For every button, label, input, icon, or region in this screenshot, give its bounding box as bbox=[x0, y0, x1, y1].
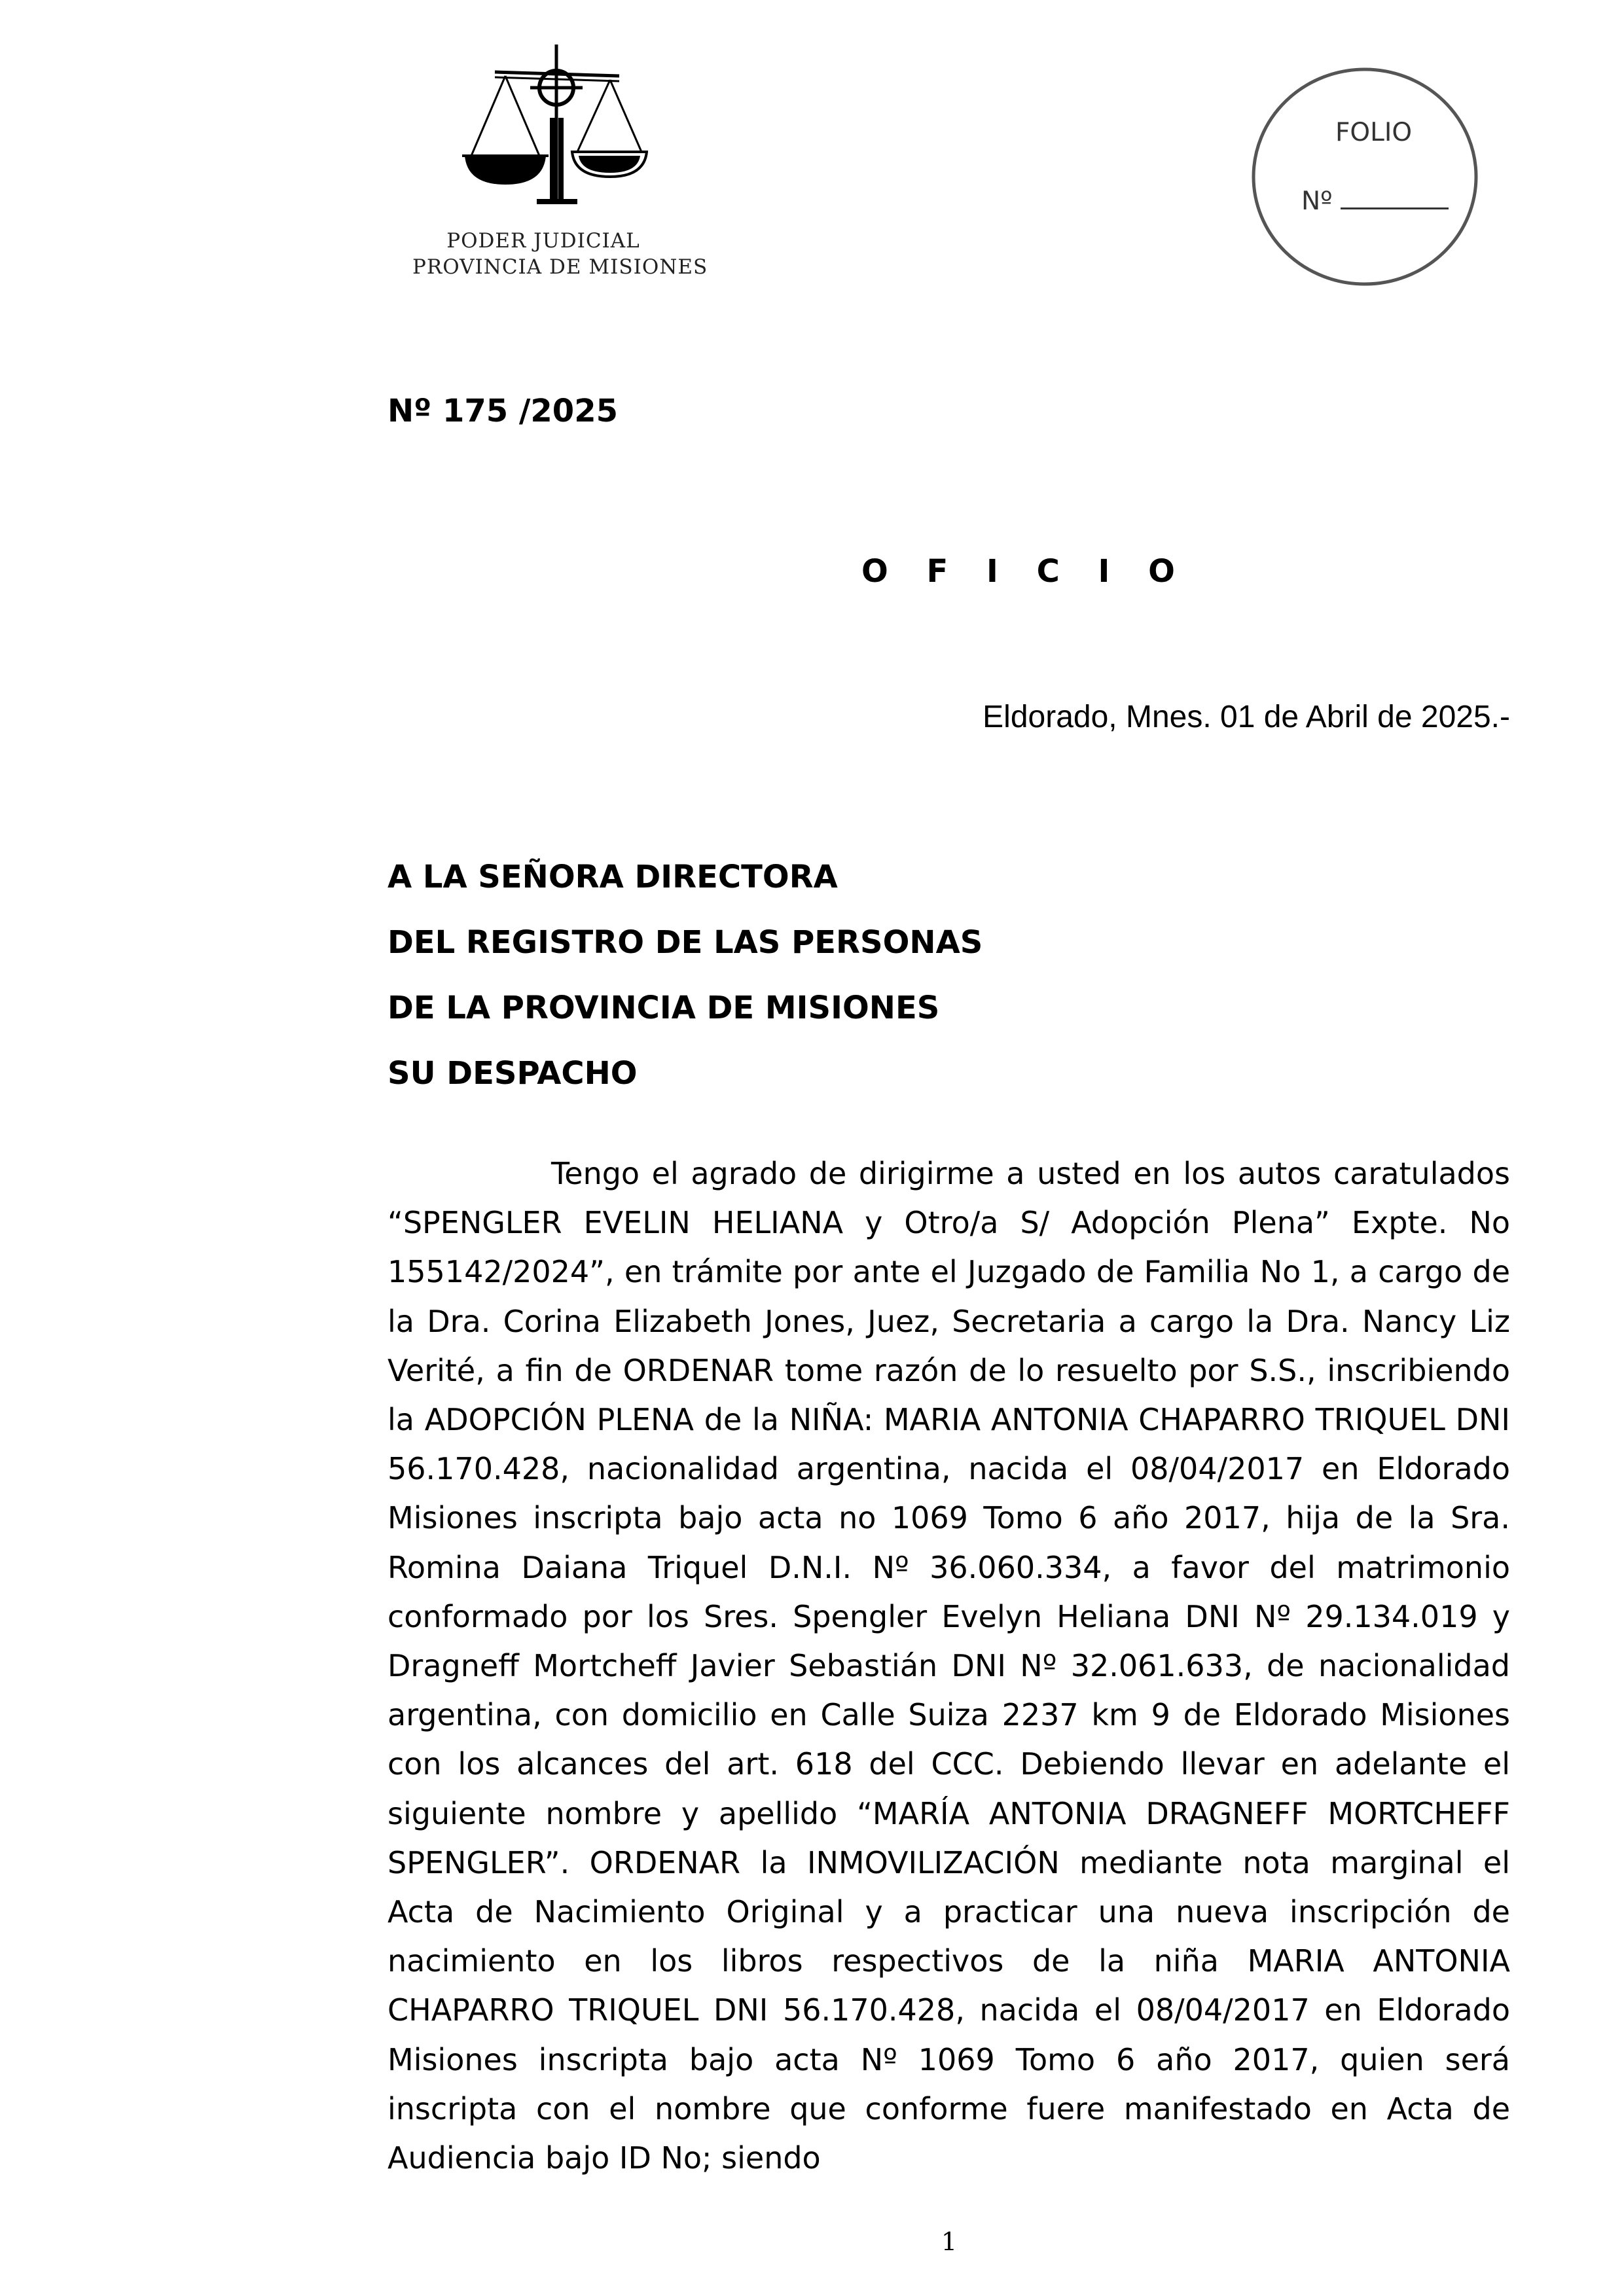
folio-label: FOLIO bbox=[1335, 118, 1413, 147]
judicial-emblem-logo bbox=[412, 39, 708, 288]
folio-number-blank-line bbox=[1341, 188, 1449, 209]
logo-text-line-1: PODER JUDICIAL bbox=[446, 229, 640, 253]
addressee-line: DE LA PROVINCIA DE MISIONES bbox=[388, 990, 940, 1026]
scales-of-justice-icon bbox=[439, 39, 648, 209]
folio-stamp bbox=[1250, 65, 1479, 288]
document-title: O F I C I O bbox=[861, 553, 1189, 590]
addressee-line: DEL REGISTRO DE LAS PERSONAS bbox=[388, 924, 983, 961]
folio-number-label: Nº bbox=[1301, 187, 1333, 216]
addressee-line: SU DESPACHO bbox=[388, 1055, 638, 1092]
place-and-date: Eldorado, Mnes. 01 de Abril de 2025.- bbox=[983, 700, 1510, 734]
folio-number-field bbox=[1301, 187, 1449, 216]
logo-text-line-2: PROVINCIA DE MISIONES bbox=[412, 255, 708, 279]
body-paragraph: Tengo el agrado de dirigirme a usted en los autos caratulados “SPENGLER EVELIN HELIANA y Otro/a S/ Adopción Plena” Expte. No 155142/2024”, en trámite por ante el Juzgado de Familia No 1, a cargo de la Dra. Corina Elizabeth Jones, Juez, Secretaria a cargo la Dra. Nancy Liz Verité, a fin de ORDENAR tome razón de lo resuelto por S.S., inscribiendo la ADOPCIÓN PLENA de la NIÑA: MARIA ANTONIA CHAPARRO TRIQUEL DNI 56.170.428, nacionalidad argentina, nacida el 08/04/2017 en Eldorado Misiones inscripta bajo acta no 1069 Tomo 6 año 2017, hija de la Sra. Romina Daiana Triquel D.N.I. Nº 36.060.334, a favor del matrimonio conformado por los Sres. Spengler Evelyn Heliana DNI Nº 29.134.019 y Dragneff Mortcheff Javier Sebastián DNI Nº 32.061.633, de nacionalidad argentina, con domicilio en Calle Suiza 2237 km 9 de Eldorado Misiones con los alcances del art. 618 del CCC. Debiendo llevar en adelante el siguiente nombre y apellido “MARÍA ANTONIA DRAGNEFF MORTCHEFF SPENGLER”. ORDENAR la INMOVILIZACIÓN mediante nota marginal el Acta de Nacimiento Original y a practicar una nueva inscripción de nacimiento en los libros respectivos de la niña MARIA ANTONIA CHAPARRO TRIQUEL DNI 56.170.428, nacida el 08/04/2017 en Eldorado Misiones inscripta bajo acta Nº 1069 Tomo 6 año 2017, quien será inscripta con el nombre que conforme fuere manifestado en Acta de Audiencia bajo ID No; siendo bbox=[388, 1156, 1510, 2176]
stamp-circle-icon bbox=[1250, 65, 1479, 288]
addressee-line: A LA SEÑORA DIRECTORA bbox=[388, 859, 838, 895]
addressee-block bbox=[388, 859, 1510, 1121]
page-number: 1 bbox=[941, 2227, 958, 2256]
document-number: Nº 175 /2025 bbox=[388, 393, 618, 429]
